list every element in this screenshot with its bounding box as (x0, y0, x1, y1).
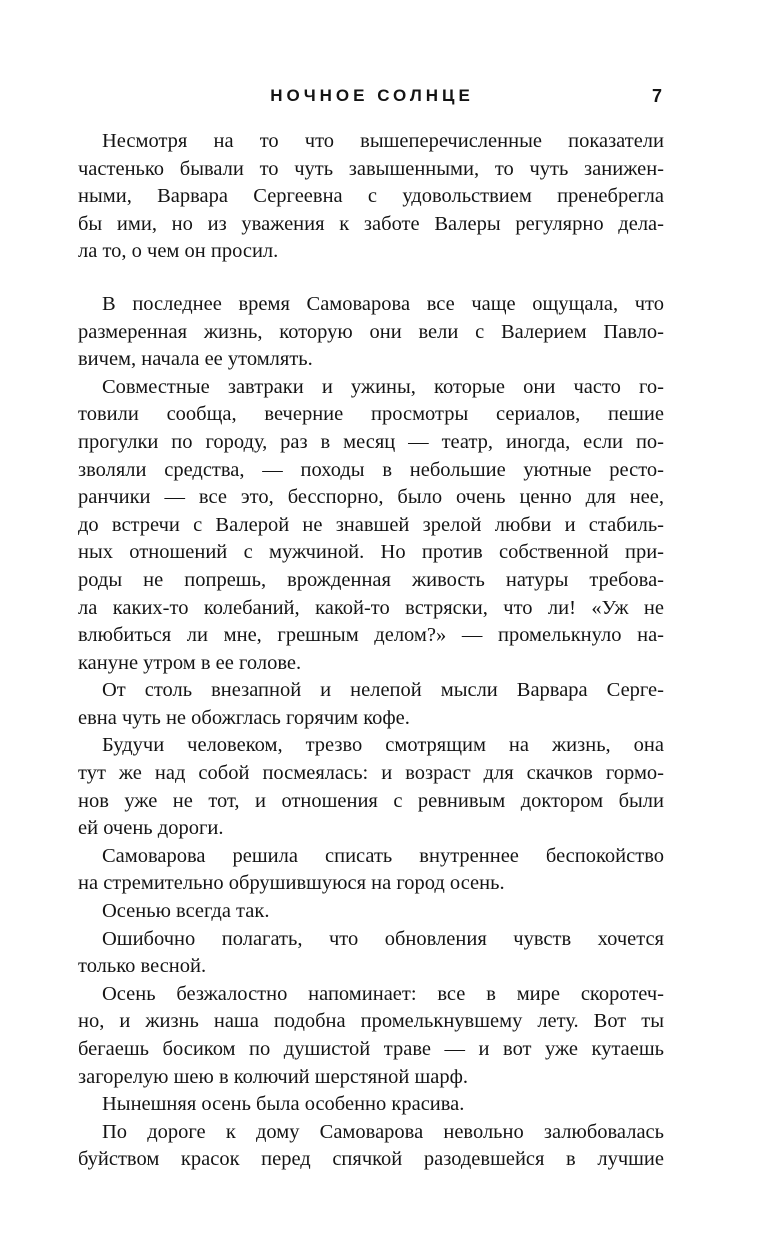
text-line: ранчики — все это, бесспорно, было очень ценно для нее, (78, 486, 664, 509)
text-line: Осенью всегда так. (102, 900, 270, 923)
text-line: роды не попрешь, врожденная живость натуры требова- (78, 568, 664, 591)
text-line: Ошибочно полагать, что обновления чувств хочется (102, 927, 664, 950)
paragraph (78, 128, 664, 266)
paragraph (78, 926, 664, 981)
section-break (78, 266, 664, 291)
running-head (78, 84, 666, 108)
text-line: ных отношений с мужчиной. Но против собственной при- (78, 541, 664, 564)
paragraph (78, 1091, 664, 1119)
text-line: В последнее время Самоварова все чаще ощущала, что (102, 292, 664, 315)
text-line: евна чуть не обожглась горячим кофе. (78, 706, 410, 729)
text-line: буйством красок перед спячкой разодевшейся в лучшие (78, 1148, 664, 1171)
text-line: По дороге к дому Самоварова невольно залюбовалась (102, 1120, 664, 1143)
text-line: бегаешь босиком по душистой траве — и вот уже кутаешь (78, 1038, 664, 1060)
paragraph (78, 732, 664, 842)
page-number: 7 (651, 86, 662, 106)
text-line: прогулки по городу, раз в месяц — театр, иногда, если по- (78, 430, 664, 453)
paragraph (78, 291, 664, 374)
text-line: частенько бывали то чуть завышенными, то чуть занижен- (78, 157, 664, 180)
paragraph (78, 981, 664, 1091)
paragraph (78, 898, 664, 926)
paragraph (78, 1119, 664, 1174)
text-line: товили сообща, вечерние просмотры сериалов, пешие (78, 403, 664, 426)
text-line: ными, Варвара Сергеевна с удовольствием пренебрегла (78, 185, 664, 208)
text-line: загорелую шею в колючий шерстяной шарф. (78, 1065, 468, 1088)
text-line: Осень безжалостно напоминает: все в мире скоротеч- (102, 982, 664, 1005)
text-line: бы ими, но из уважения к заботе Валеры регулярно дела- (78, 212, 664, 235)
text-line: нов уже не тот, и отношения с ревнивым доктором были (78, 789, 664, 812)
text-line: до встречи с Валерой не знавшей зрелой любви и стабиль- (78, 513, 664, 536)
text-line: влюбиться ли мне, грешным делом?» — промелькнуло на- (78, 624, 664, 647)
text-line: Будучи человеком, трезво смотрящим на жизнь, она (102, 734, 664, 757)
text-line: только весной. (78, 955, 207, 978)
text-line: размеренная жизнь, которую они вели с Валерием Павло- (78, 320, 664, 343)
text-line: тут же над собой посмеялась: и возраст для скачков гормо- (78, 762, 664, 785)
text-line: Совместные завтраки и ужины, которые они часто го- (102, 375, 664, 398)
paragraph (78, 374, 664, 678)
text-line: зволяли средства, — походы в небольшие уютные ресто- (78, 458, 664, 481)
text-line: Нынешняя осень была особенно красива. (102, 1093, 465, 1116)
text-line: ла каких-то колебаний, какой-то встряски, что ли! «Уж не (78, 596, 664, 619)
text-line: Несмотря на то что вышеперечисленные показатели (102, 130, 664, 152)
running-title: НОЧНОЕ СОЛНЦЕ (270, 86, 474, 105)
text-line: на стремительно обрушившуюся на город осень. (78, 872, 505, 895)
text-line: Самоварова решила списать внутреннее беспокойство (102, 844, 664, 867)
text-line: кануне утром в ее голове. (78, 651, 302, 674)
body-text (78, 128, 664, 1174)
text-line: ей очень дороги. (78, 817, 224, 840)
text-line: От столь внезапной и нелепой мысли Варвара Серге- (102, 679, 664, 702)
paragraph (78, 843, 664, 898)
paragraph (78, 677, 664, 732)
text-line: но, и жизнь наша подобна промелькнувшему лету. Вот ты (78, 1010, 664, 1033)
text-line: ла то, о чем он просил. (78, 240, 279, 263)
text-line: вичем, начала ее утомлять. (78, 348, 313, 371)
